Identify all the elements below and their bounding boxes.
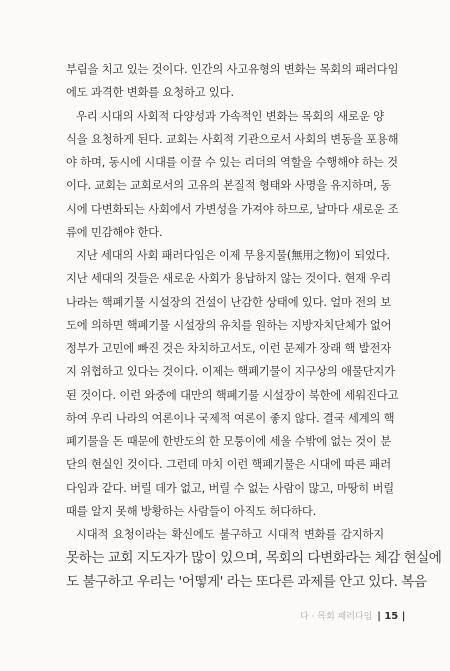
body-text — [66, 58, 442, 594]
text-line: 된 것이다. 이런 와중에 대만의 핵폐기물 시설장이 북한에 세워진다고 — [66, 388, 399, 402]
text-line: 단의 현실인 것이다. 그런데 마치 이런 핵폐기물은 시대에 따른 패러 — [66, 458, 392, 472]
text-line: 도 불구하고 우리는 '어떻게' 라는 또다른 과제를 안고 있다. 복음 — [66, 574, 427, 591]
paragraph-start-line: 시대적 요청이라는 확신에도 불구하고 시대적 변화를 감지하지 — [76, 528, 384, 541]
text-line: 지난 세대의 것들은 새로운 사회가 용납하지 않는 것이다. 현재 우리 — [66, 272, 392, 286]
text-line: 지 위협하고 있다는 것이다. 이제는 핵폐기물이 지구상의 애물단지가 — [66, 365, 395, 379]
text-line: 정부가 고민에 빠진 것은 차치하고서도, 이런 문제가 장래 핵 발전자 — [66, 342, 392, 355]
text-line: 이다. 교회는 교회로서의 고유의 본질적 형태와 사명을 유지하며, 동 — [66, 179, 392, 193]
text-line: 류에 민감해야 한다. — [66, 225, 163, 239]
text-line: 부림을 치고 있는 것이다. 인간의 사고유형의 변화는 목회의 패러다임 — [66, 63, 399, 76]
text-line: 도에 의하면 핵폐기물 시설장의 유치를 원하는 지방자치단체가 없어 — [66, 318, 392, 332]
running-title: 다 · 목회 패러다임 — [300, 612, 373, 622]
paragraph-start-line: 지난 세대의 사회 패러다임은 이제 무용지물(無用之物)이 되었다. — [76, 249, 390, 262]
text-line: 식을 요청하게 된다. 교회는 사회적 기관으로서 사회의 변동을 포용해 — [66, 132, 399, 146]
text-line: 나라는 핵폐기물 시설장의 건설이 난감한 상태에 있다. 얼마 전의 보 — [66, 295, 392, 309]
text-line: 다임과 같다. 버릴 데가 없고, 버릴 수 없는 사람이 많고, 마땅히 버릴 — [66, 481, 395, 495]
text-line: 하여 우리 나라의 여론이나 국제적 여론이 좋지 않다. 결국 세계의 핵 — [66, 411, 395, 425]
text-line: 야 하며, 동시에 시대를 이끌 수 있는 리더의 역할을 수행해야 하는 것 — [66, 156, 398, 169]
text-line: 못하는 교회 지도자가 많이 있으며, 목회의 다변화라는 체감 현실에 — [66, 550, 442, 567]
page-footer — [300, 609, 405, 622]
paragraph-start-line: 우리 시대의 사회적 다양성과 가속적인 변화는 목회의 새로운 양 — [76, 109, 384, 123]
page-number: | 15 | — [377, 611, 406, 622]
text-line: 폐기물을 돈 때문에 한반도의 한 모퉁이에 세울 수밖에 없는 것이 분 — [66, 435, 392, 448]
text-line: 때를 알지 못해 방황하는 사람들이 아직도 허다하다. — [66, 504, 317, 518]
text-line: 에도 과격한 변화를 요청하고 있다. — [66, 86, 234, 100]
text-line: 시에 다변화되는 사회에서 가변성을 가져야 하므로, 날마다 새로운 조 — [66, 202, 399, 216]
